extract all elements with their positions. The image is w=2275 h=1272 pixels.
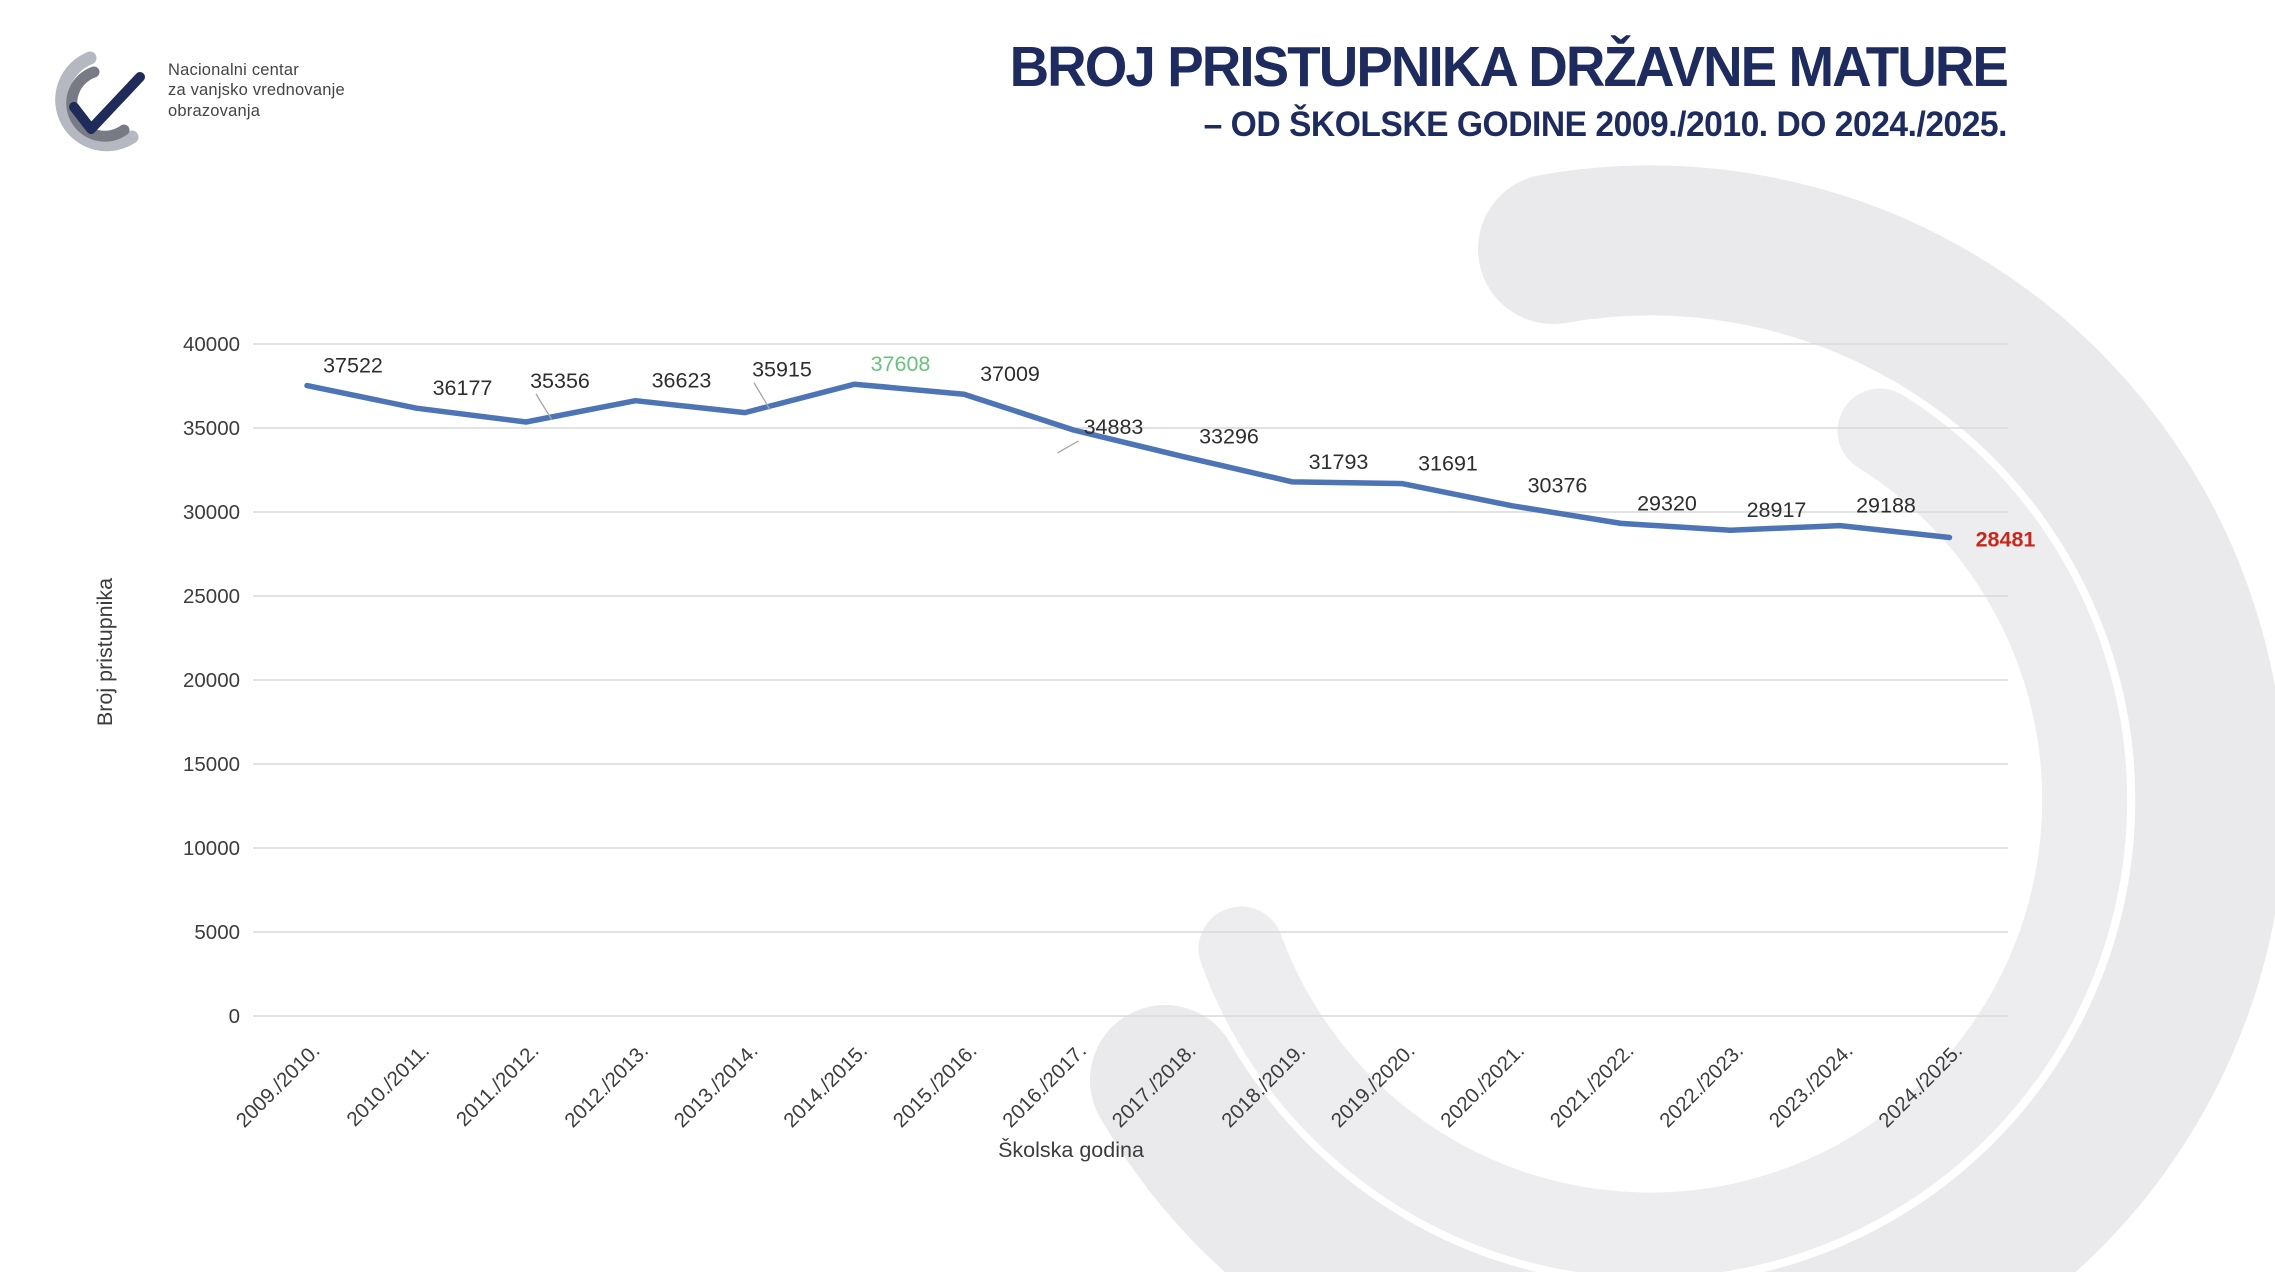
data-label: 37522: [323, 353, 383, 378]
data-label: 29188: [1856, 493, 1916, 518]
x-tick-label: 2014./2015.: [779, 1039, 873, 1133]
y-tick-label: 0: [228, 1005, 240, 1028]
data-label: 37608: [870, 352, 931, 377]
page-title: BROJ PRISTUPNIKA DRŽAVNE MATURE: [1009, 35, 2007, 99]
logo-org-line: obrazovanja: [168, 101, 261, 120]
data-label: 34883: [1083, 414, 1144, 439]
x-tick-label: 2015./2016.: [888, 1039, 982, 1133]
y-tick-label: 25000: [182, 585, 240, 608]
data-label: 29320: [1637, 491, 1697, 516]
page-subtitle: – OD ŠKOLSKE GODINE 2009./2010. DO 2024./2025.: [1203, 104, 2007, 144]
x-tick-label: 2016./2017.: [998, 1039, 1092, 1133]
data-label: 35356: [530, 369, 590, 394]
page-header: [0, 0, 2275, 220]
logo-org-name: [168, 60, 345, 121]
data-label: 37009: [980, 362, 1040, 387]
x-tick-label: 2013./2014.: [669, 1039, 763, 1133]
data-label: 28917: [1746, 498, 1807, 523]
x-tick-label: 2012./2013.: [560, 1039, 654, 1133]
logo-org-line: Nacionalni centar: [168, 61, 299, 79]
ncvvo-logo: [15, 35, 175, 160]
logo-org-line: za vanjsko vrednovanje: [168, 81, 345, 100]
data-label: 31793: [1308, 449, 1369, 474]
data-label: 28481: [1975, 527, 2036, 552]
x-tick-label: 2019./2020.: [1326, 1039, 1420, 1133]
x-axis-title: Školska godina: [998, 1138, 1144, 1162]
y-axis-title: Broj pristupnika: [93, 577, 117, 727]
title-block: [560, 36, 2007, 145]
y-tick-label: 5000: [194, 921, 240, 944]
x-tick-label: 2011./2012.: [451, 1039, 544, 1132]
y-tick-label: 40000: [182, 333, 240, 356]
y-tick-label: 35000: [182, 417, 240, 440]
data-label: 36623: [651, 368, 712, 393]
data-label: 31691: [1418, 451, 1478, 476]
data-label: 35915: [752, 357, 812, 382]
x-tick-label: 2018./2019.: [1217, 1039, 1311, 1133]
x-tick-label: 2021./2022.: [1545, 1039, 1639, 1133]
data-line: [307, 384, 1950, 537]
data-label: 36177: [432, 376, 493, 401]
y-tick-label: 30000: [182, 501, 240, 524]
data-label: 30376: [1527, 473, 1588, 498]
data-label: 33296: [1199, 424, 1259, 449]
label-leader-line: [1058, 441, 1079, 453]
x-tick-label: 2020./2021.: [1436, 1039, 1530, 1133]
y-tick-label: 15000: [182, 753, 240, 776]
y-tick-label: 20000: [182, 669, 240, 692]
y-tick-label: 10000: [182, 837, 240, 860]
x-tick-label: 2023./2024.: [1764, 1039, 1858, 1133]
x-tick-label: 2009./2010.: [231, 1039, 325, 1133]
x-tick-label: 2017./2018.: [1107, 1039, 1201, 1133]
x-tick-label: 2024./2025.: [1874, 1039, 1968, 1133]
x-tick-label: 2010./2011.: [342, 1039, 435, 1132]
x-tick-label: 2022./2023.: [1655, 1039, 1749, 1133]
